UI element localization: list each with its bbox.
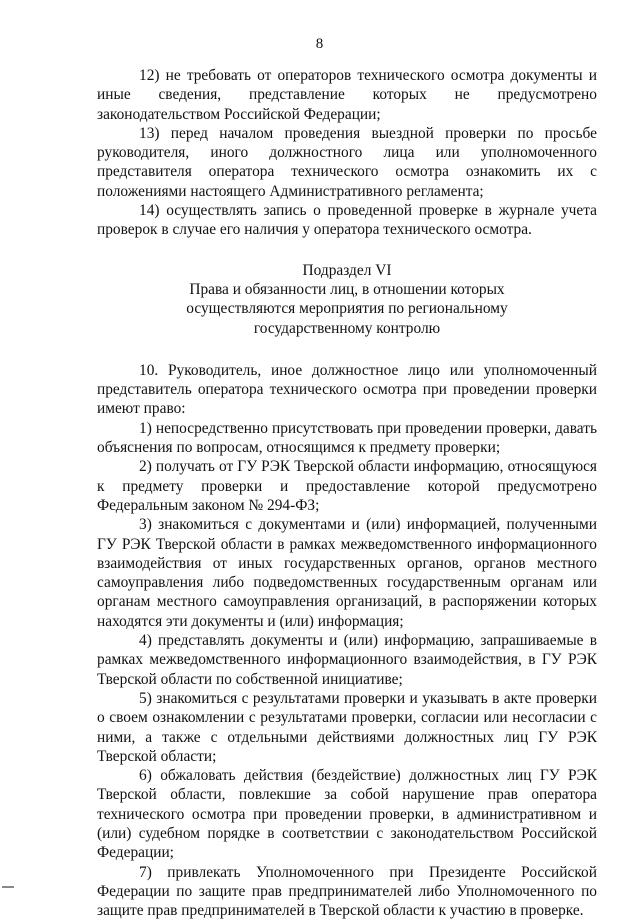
intro-paragraph: 10. Руководитель, иное должностное лицо или уполномоченный представитель оператора технического осмотра при проведении проверки имеют право: [97, 361, 597, 418]
right-item-2: 2) получать от ГУ РЭК Тверской области информацию, относящуюся к предмету проверки и предоставление которой предусмотрено Федеральным законом № 294-ФЗ; [97, 458, 597, 514]
right-item-4: 4) представлять документы и (или) информацию, запрашиваемые в рамках межведомственного информационного взаимодействия, в ГУ РЭК Тверской области по собственной инициативе; [97, 632, 597, 688]
subsection-heading-line-2: осуществляются мероприятия по региональному [186, 300, 508, 318]
subsection-heading [97, 261, 597, 338]
right-item-7: 7) привлекать Уполномоченного при Президенте Российской Федерации по защите прав предпринимателей либо Уполномоченного по защите прав предпринимателей в Тверской области к участию в проверке. [97, 863, 597, 920]
document-body [97, 66, 597, 920]
subsection-title: Подраздел VI [302, 261, 392, 279]
list-item-13: 13) перед началом проведения выездной проверки по просьбе руководителя, иного должностного лица или уполномоченного представителя оператора технического осмотра ознакомить их с положениями настоящего Административного регламента; [97, 124, 597, 200]
list-item-14: 14) осуществлять запись о проведенной проверке в журнале учета проверок в случае его наличия у оператора технического осмотра. [97, 202, 597, 239]
subsection-heading-line-1: Права и обязанности лиц, в отношении которых [189, 280, 505, 298]
page-number: 8 [315, 36, 324, 52]
right-item-5: 5) знакомиться с результатами проверки и указывать в акте проверки о своем ознакомлении с результатами проверки, согласии или несогласии с ними, а также с отдельными действиями должностных лиц ГУ РЭК Тверской области; [97, 689, 597, 765]
subsection-heading-line-3: государственному контролю [253, 319, 441, 337]
list-item-12: 12) не требовать от операторов технического осмотра документы и иные сведения, представление которых не предусмотрено законодательством Российской Федерации; [97, 67, 597, 123]
right-item-6: 6) обжаловать действия (бездействие) должностных лиц ГУ РЭК Тверской области, повлекшие за собой нарушение прав оператора технического осмотра при проведении проверки, в административном и (или) судебном порядке в соответствии с законодательством Российской Федерации; [97, 767, 597, 862]
right-item-3: 3) знакомиться с документами и (или) информацией, полученными ГУ РЭК Тверской области в рамках межведомственного информационного взаимодействия от иных государственных органов, органов местного самоуправления либо подведомственных государственным органам или органам местного самоуправления организаций, в распоряжении которых находятся эти документы и (или) информация; [97, 516, 597, 630]
scan-artifact [2, 886, 14, 888]
right-item-1: 1) непосредственно присутствовать при проведении проверки, давать объяснения по вопросам, относящимся к предмету проверки; [97, 419, 597, 457]
